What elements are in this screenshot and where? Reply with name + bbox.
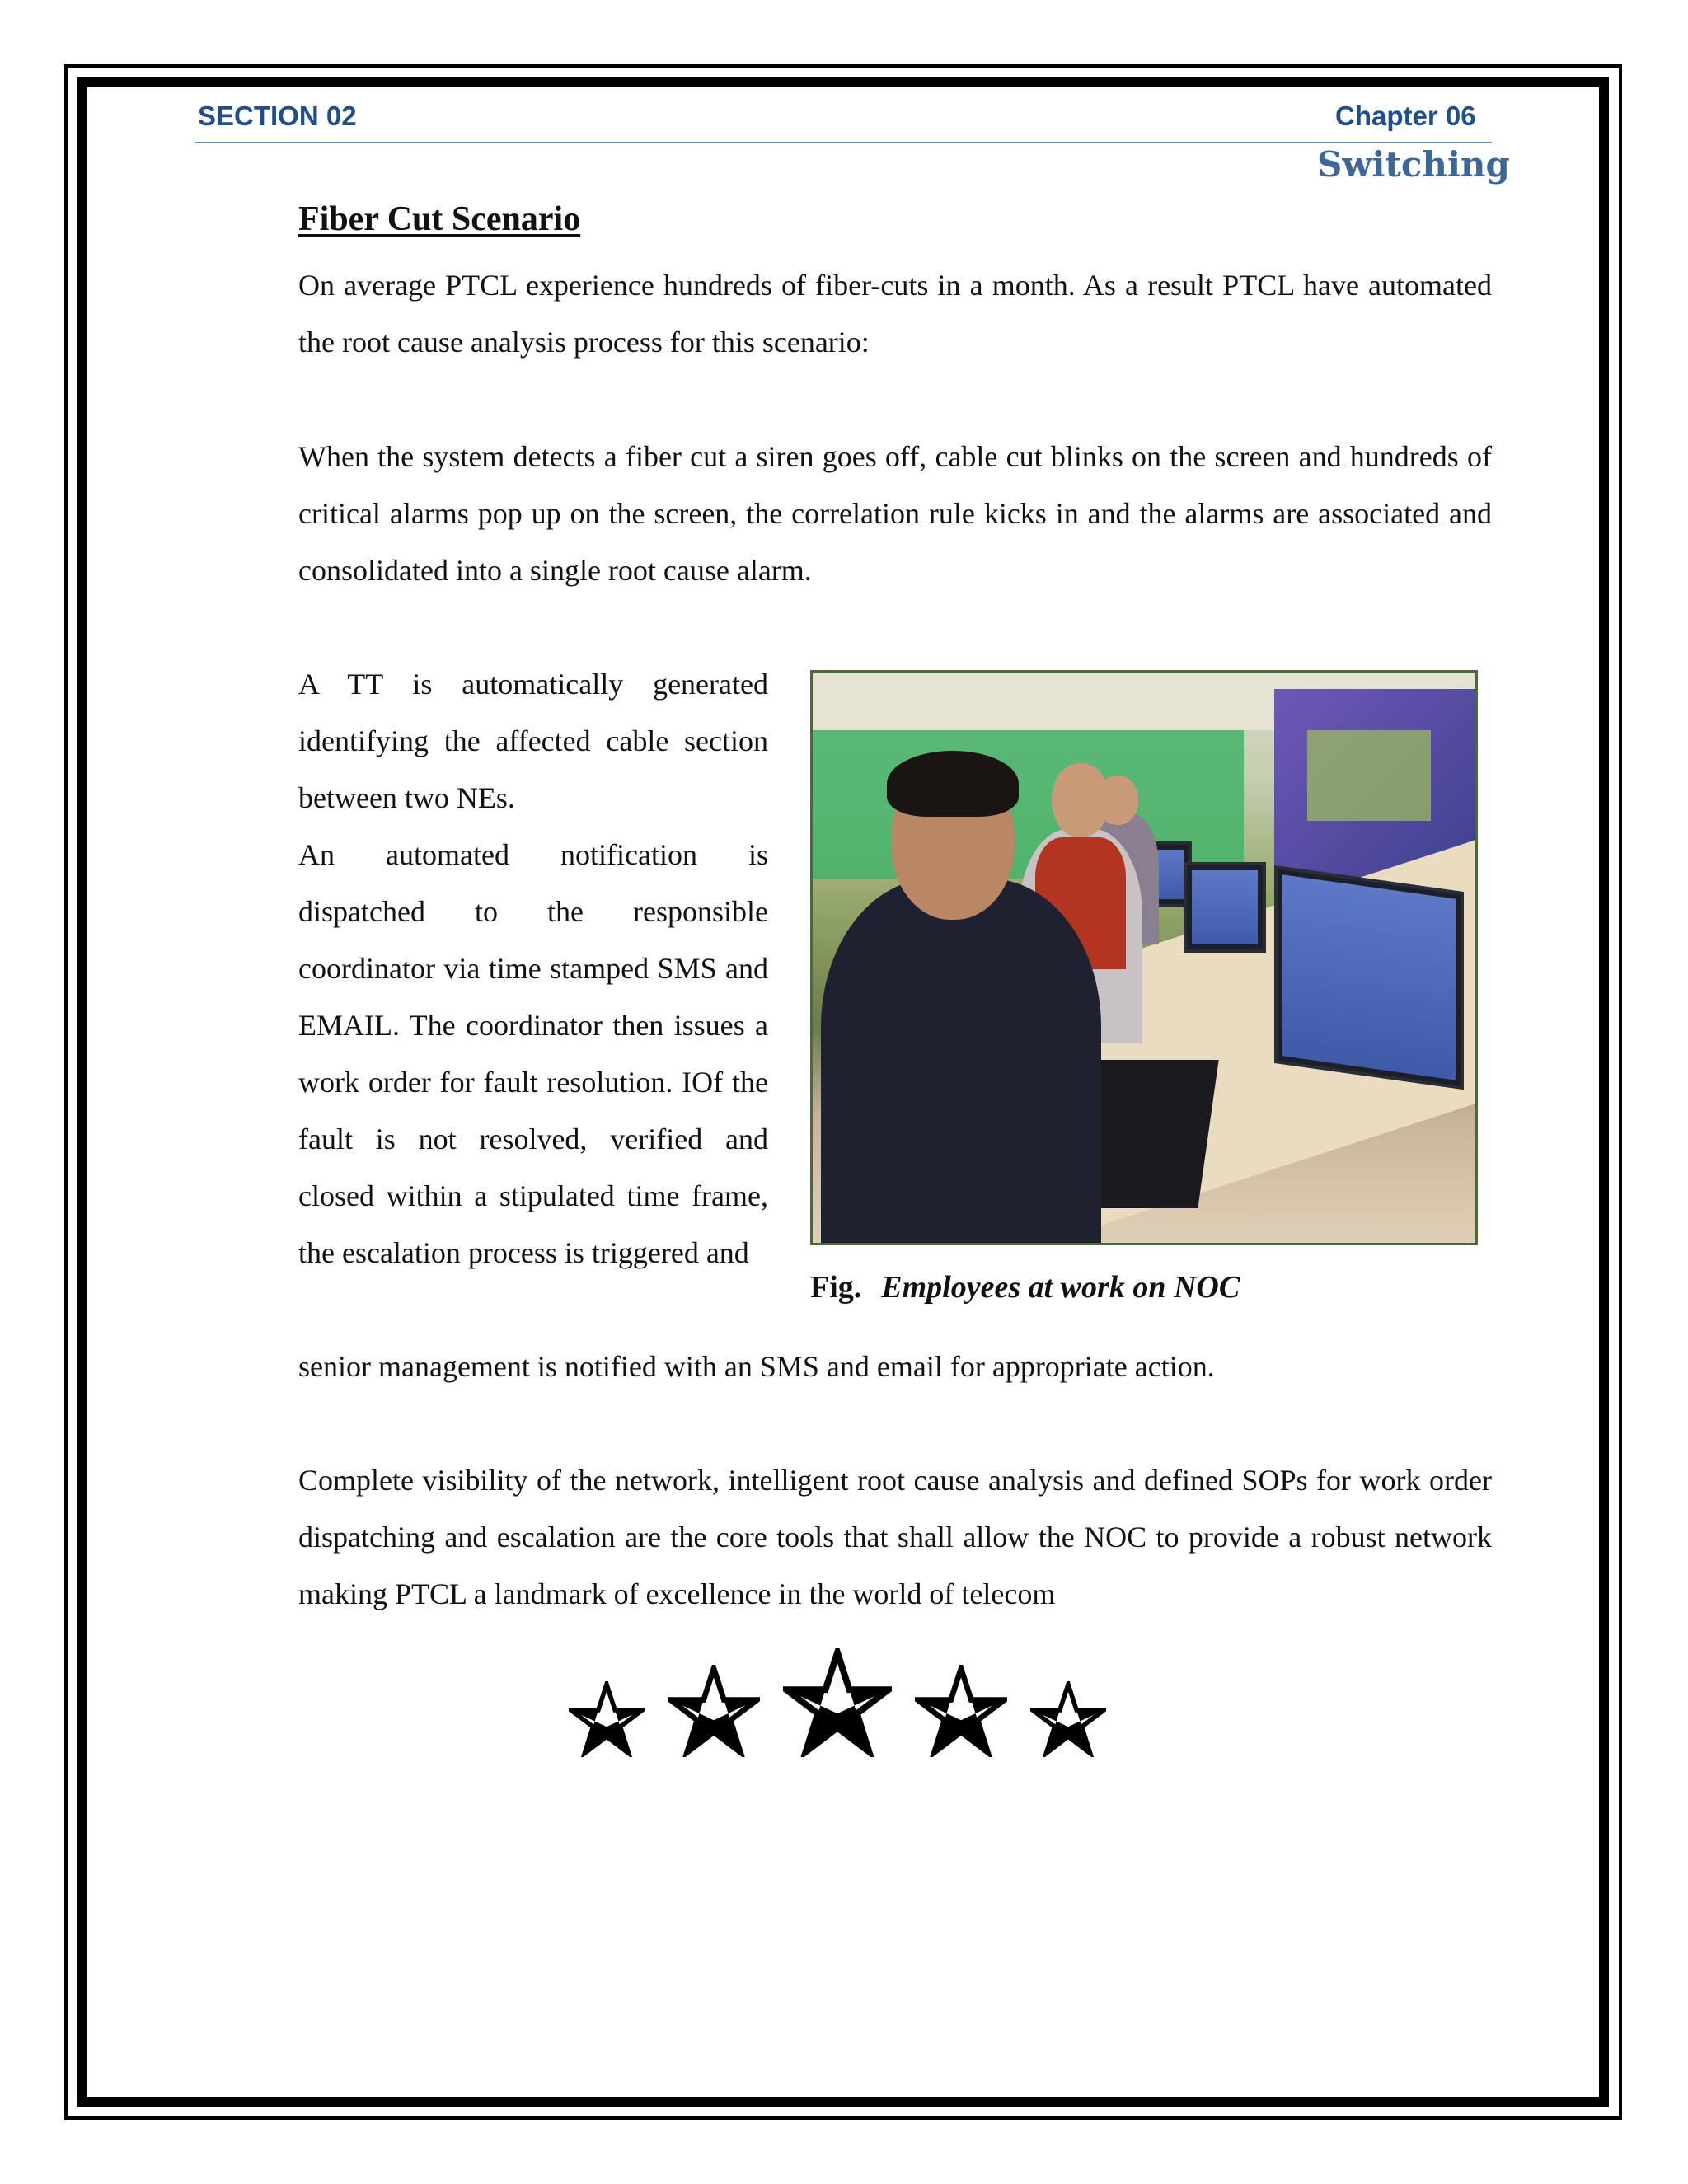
photo-video-wall-map [1307,730,1431,821]
header-divider [195,142,1492,143]
section-label: SECTION 02 [198,101,357,131]
paragraph-trouble-ticket [298,656,768,1282]
star-ornament [560,1648,1129,1772]
photo-monitor [1184,862,1266,953]
figure-caption-text: Employees at work on NOC [881,1270,1240,1305]
star-icon [668,1665,760,1757]
section-title: Fiber Cut Scenario [298,200,581,238]
photo-monitor-front [1274,865,1464,1090]
paragraph-intro: On average PTCL experience hundreds of fiber-cuts in a month. As a result PTCL have automated the root cause analysis process for this scenario: [298,269,1492,359]
star-icon [1030,1681,1106,1757]
paragraph-conclusion: Complete visibility of the network, intelligent root cause analysis and defined SOPs for work order dispatching and escalation are the core tools that shall allow the NOC to provide a robust network making PTCL a landmark of excellence in the world of telecom [298,1464,1492,1610]
star-icon [783,1648,892,1757]
figure-caption [810,1269,1240,1305]
star-icon [915,1665,1007,1757]
paragraph-tt-generated: A TT is automatically generated identifying the affected cable section between two NEs. [298,668,768,814]
paragraph-escalation: senior management is notified with an SMS and email for appropriate action. [298,1350,1215,1383]
photo-person-front-hair [887,751,1019,817]
photo-person-front [821,879,1101,1245]
chapter-title: Switching [1317,144,1510,185]
noc-employees-photo [810,670,1478,1245]
photo-person-middle-head [1052,763,1109,837]
star-icon [569,1681,645,1757]
paragraph-notification: An automated notification is dispatched to the responsible coordinator via time stamped SMS and EMAIL. The coordinator then issues a work order for fault resolution. IOf the fault is not resolved, verified and closed within a stipulated time frame, the escalation process is triggered and [298,838,768,1269]
figure-label: Fig. [810,1270,862,1305]
paragraph-detection: When the system detects a fiber cut a siren goes off, cable cut blinks on the screen and hundreds of critical alarms pop up on the screen, the correlation rule kicks in and the alarms are associated and consolidated into a single root cause alarm. [298,440,1492,587]
chapter-label: Chapter 06 [1335,101,1476,131]
